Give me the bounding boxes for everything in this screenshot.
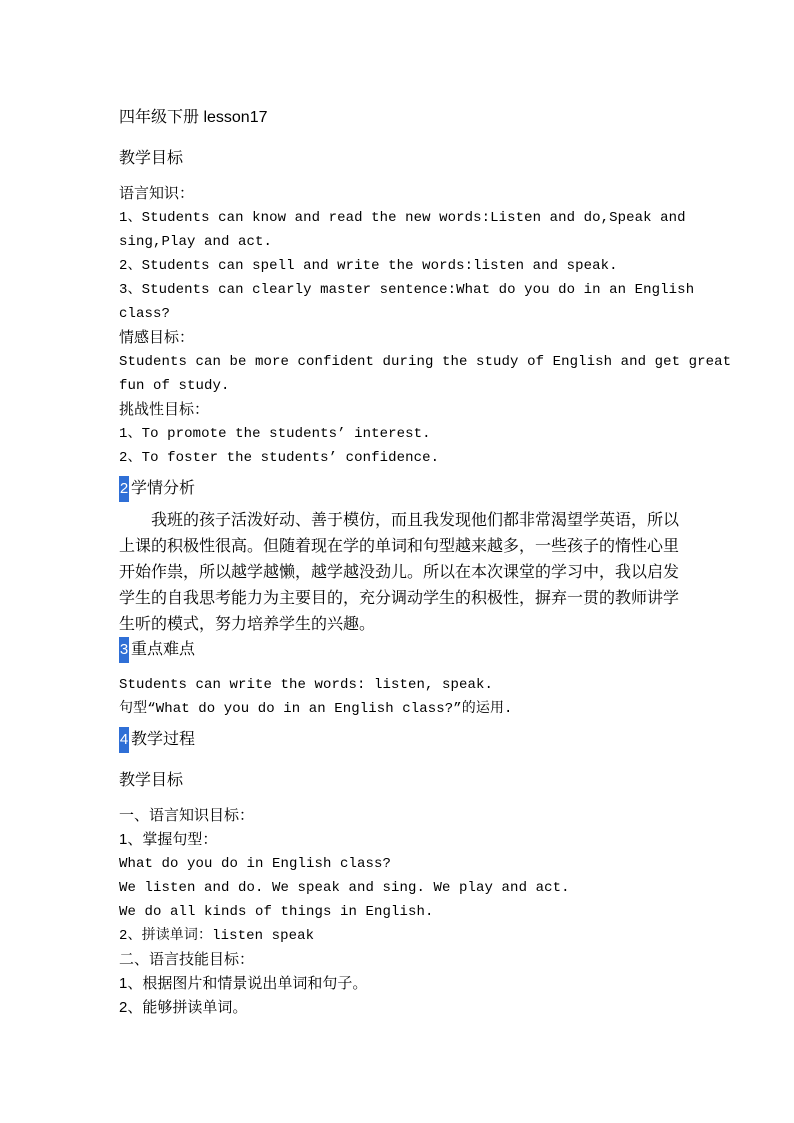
lang-knowledge-label: 语言知识： [119, 185, 195, 202]
objective-line: 2、Students can spell and write the words:listen and speak. [119, 258, 618, 274]
process-objectives-heading: 教学目标 [119, 772, 184, 789]
emotion-label: 情感目标： [119, 329, 195, 346]
objective-line: class? [119, 306, 171, 322]
section-number: 2 [119, 476, 129, 502]
section-heading-text: 学情分析 [131, 480, 196, 497]
key-point-line: 句型“What do you do in an English class?”的运用. [119, 701, 513, 717]
process-line: 一、语言知识目标： [119, 807, 255, 824]
process-line: 1、掌握句型： [119, 831, 218, 848]
section-heading-analysis [119, 476, 195, 502]
objective-line: sing,Play and act. [119, 234, 273, 250]
section-heading-text: 重点难点 [131, 641, 196, 658]
key-point-line: Students can write the words: listen, speak. [119, 677, 494, 693]
section-number: 3 [119, 637, 129, 663]
process-line: 二、语言技能目标： [119, 951, 255, 968]
process-line: We listen and do. We speak and sing. We play and act. [119, 880, 570, 896]
objective-line: 2、To foster the students’ confidence. [119, 450, 440, 466]
document-title: 四年级下册 lesson17 [119, 109, 268, 126]
process-line: What do you do in English class? [119, 856, 392, 872]
analysis-paragraph: 我班的孩子活泼好动、善于模仿，而且我发现他们都非常渴望学英语，所以上课的积极性很高。但随着现在学的单词和句型越来越多，一些孩子的惰性心里开始作祟，所以越学越懒，越学越没劲儿。所以在本次课堂的学习中，我以启发学生的自我思考能力为主要目的，充分调动学生的积极性，摒弃一贯的教师讲学生听的模式，努力培养学生的兴趣。 [119, 512, 680, 633]
process-line: 2、拼读单词：listen speak [119, 928, 315, 944]
section-number: 4 [119, 727, 129, 753]
section-heading-key-points [119, 637, 195, 663]
objective-line: 1、To promote the students’ interest. [119, 426, 431, 442]
objective-line: fun of study. [119, 378, 230, 394]
process-line: We do all kinds of things in English. [119, 904, 434, 920]
section-heading-objectives: 教学目标 [119, 150, 184, 167]
process-line: 2、能够拼读单词。 [119, 999, 248, 1016]
objective-line: Students can be more confident during the study of English and get great [119, 354, 732, 370]
process-line: 1、根据图片和情景说出单词和句子。 [119, 975, 368, 992]
objective-line: 1、Students can know and read the new words:Listen and do,Speak and [119, 210, 686, 226]
section-heading-process [119, 727, 195, 753]
objective-line: 3、Students can clearly master sentence:What do you do in an English [119, 282, 695, 298]
challenge-label: 挑战性目标： [119, 401, 210, 418]
section-heading-text: 教学过程 [131, 731, 196, 748]
